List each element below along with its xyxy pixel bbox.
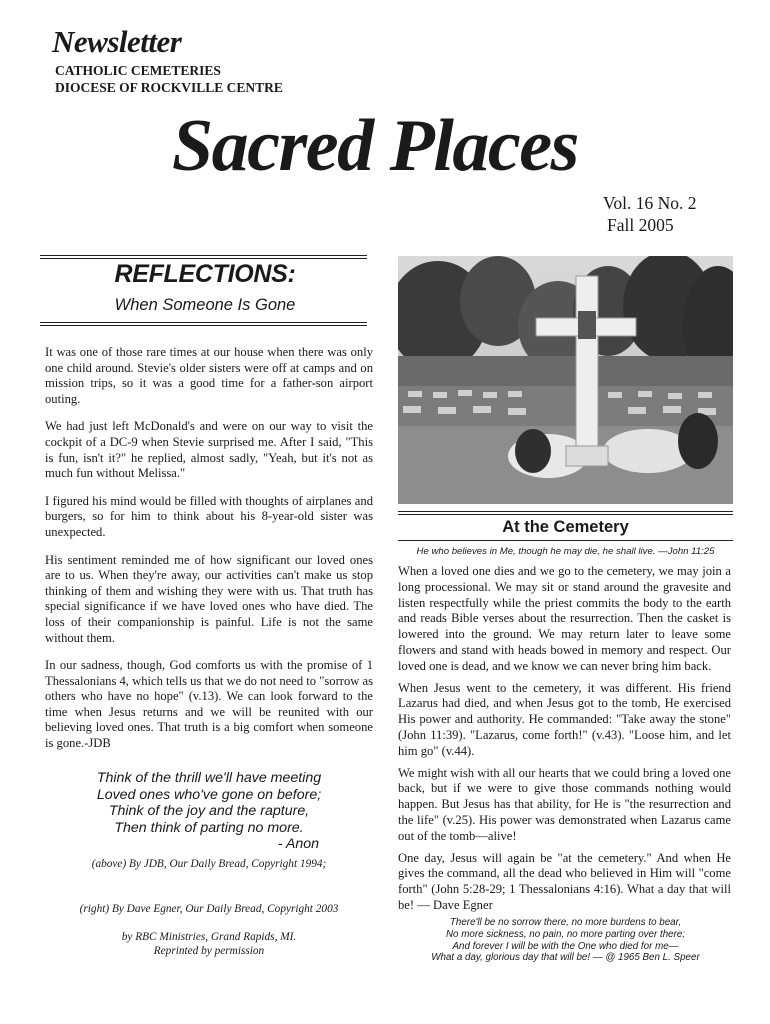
reflections-subtitle: When Someone Is Gone (114, 296, 296, 314)
article-paragraph: One day, Jesus will again be "at the cemetery." And when He gives the command, all the dead who believed in Him will "come forth" (John 5:28-29; 1 Thessalonians 4:16). What a day that will be! — Dave Egner (398, 850, 731, 912)
volume-number: Vol. 16 No. 2 (603, 193, 697, 213)
article-paragraph: I figured his mind would be filled with thoughts of airplanes and burgers, so for him to think about his 8-year-old sister was unexpected. (45, 493, 373, 539)
cemetery-title-rule (398, 540, 733, 541)
poem-line: Loved ones who've gone on before; (96, 786, 322, 803)
hymn-line: What a day, glorious day that will be! — @ 1965 Ben L. Speer (431, 952, 700, 964)
permission-line: Reprinted by permission (153, 945, 265, 957)
cemetery-top-rule (398, 511, 733, 515)
hymn-lyrics (398, 917, 733, 964)
article-paragraph: It was one of those rare times at our house when there was only one child around. Stevie's older sisters were off at camps and on mission trips, so it was a good time for a father-son airport outing. (45, 345, 373, 406)
issue-season: Fall 2005 (607, 215, 674, 235)
article-paragraph: In our sadness, though, God comforts us with the promise of 1 Thessalonians 4, which tells us that we do not need to "sorrow as others who have no hope" (v.13). We can look forward to the time when Jesus returns and we will be reunited with our believing loved ones. That truth is a big comfort when someone is gone.-JDB (45, 658, 373, 751)
credit-right: (right) By Dave Egner, Our Daily Bread, Copyright 2003 (79, 903, 339, 915)
org-line-2: DIOCESE OF ROCKVILLE CENTRE (55, 80, 283, 95)
poem-line: Then think of parting no more. (114, 819, 304, 836)
poem-line: Think of the thrill we'll have meeting (96, 770, 322, 786)
credit-above: (above) By JDB, Our Daily Bread, Copyright 1994; (91, 858, 327, 870)
newsletter-label: Newsletter (52, 24, 182, 59)
cemetery-article (398, 564, 731, 920)
issue-info (603, 192, 697, 236)
hymn-line: There'll be no sorrow there, no more burdens to bear, (449, 917, 682, 928)
reflections-bottom-rule (40, 322, 367, 326)
hymn-line: No more sickness, no pain, no more parting over there; (445, 928, 686, 940)
poem (45, 770, 373, 853)
cemetery-photo (398, 256, 733, 504)
article-paragraph: His sentiment reminded me of how significant our loved ones are to us. When they're away, our activities can't make us stop thinking of them and wishing they were with us. That truth has special significance if we have loved ones who have died. The loss of their companionship is painful. Life is not the same without them. (45, 552, 373, 645)
article-paragraph: When Jesus went to the cemetery, it was different. His friend Lazarus had died, and when Jesus got to the tomb, He exercised His power and authority. He commanded: "Take away the stone" (John 11:39). "Lazarus, come forth!" (v.43). "Loose him, and let him go" (v.44). (398, 680, 731, 758)
poem-line: Think of the joy and the rapture, (108, 803, 310, 819)
cemetery-title: At the Cemetery (502, 518, 629, 536)
reflections-article (45, 345, 373, 764)
cemetery-verse: He who believes in Me, though he may die, he shall live. —John 11:25 (416, 546, 715, 557)
publisher-credit (45, 930, 373, 958)
article-paragraph: We had just left McDonald's and were on our way to visit the cockpit of a DC-9 when Stevie surprised me. After I said, "This is fun, isn't it?" he replied, almost sadly, "Yeah, but it's not as much fun without Melissa." (45, 419, 373, 481)
reflections-top-rule (40, 255, 367, 259)
article-paragraph: When a loved one dies and we go to the cemetery, we may join a long processional. We may sit or stand around the gravesite and listen respectfully while the priest commits the body to the earth and reads Bible verses about the resurrection. Then the casket is lowered into the ground. We may return later to leave some flowers and stand with heads bowed in memory and respect. Our loved one is dead, and we know we can never bring him back. (398, 564, 731, 673)
article-paragraph: We might wish with all our hearts that we could bring a loved one back, but if we were to give those commands nothing would happen. But Jesus has that ability, for He is "the resurrection and the life" (v.25). His power was demonstrated when Lazarus came out of the tomb—alive! (398, 765, 731, 843)
reflections-title: REFLECTIONS: (114, 260, 296, 288)
publication-title: Sacred Places (172, 105, 578, 187)
publisher-line: by RBC Ministries, Grand Rapids, MI. (121, 931, 297, 943)
hymn-line: And forever I will be with the One who died for me— (452, 940, 679, 952)
org-line-1: CATHOLIC CEMETERIES (55, 63, 221, 78)
poem-author: - Anon (277, 836, 319, 852)
organization-name (55, 62, 283, 96)
